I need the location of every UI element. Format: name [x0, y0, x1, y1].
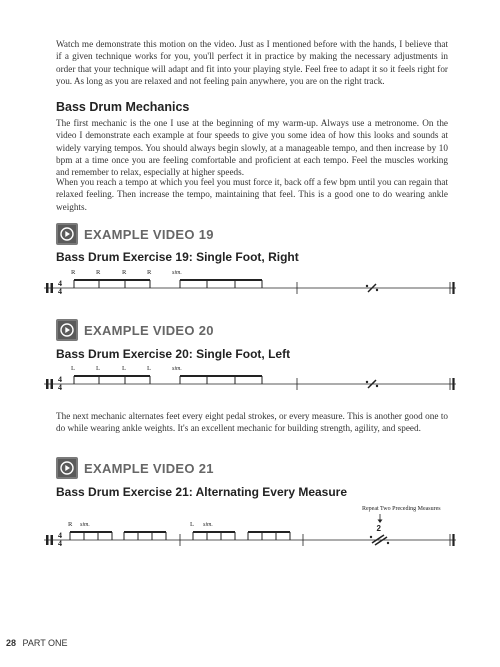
- section-heading: Bass Drum Mechanics: [56, 100, 190, 114]
- sticking: R: [71, 269, 76, 276]
- sim-marking: sim.: [203, 522, 213, 528]
- exercise-title: Bass Drum Exercise 19: Single Foot, Right: [56, 250, 299, 264]
- intro-paragraph: Watch me demonstrate this motion on the video. Just as I mentioned before with the hands, I believe that if a given technique works for you, you'll perfect it in practice by making the necessary adjustments in order that your technique will adapt and fit into your playing style. Feel free to adapt it so it feels right for you. As long as you are relaxed and not feeling pain anywhere, you are on the right track.: [56, 39, 448, 86]
- sim-marking: sim.: [172, 270, 182, 276]
- paragraph-alternating: The next mechanic alternates feet every eight pedal strokes, or every measure. This is another good one to do while wearing ankle weights. It's an excellent mechanic for building strength, agility, and speed.: [56, 411, 448, 434]
- sticking: R: [122, 269, 127, 276]
- sticking: R: [147, 269, 152, 276]
- paragraph-tempo: When you reach a tempo at which you feel you must force it, back off a few bpm until you can regain that relaxed feeling. Then increase the tempo, maintaining that feel. This is a good one to do wearing ankle weights.: [56, 177, 448, 212]
- arrow-down-icon: [378, 514, 383, 523]
- repeat-bar-icon: [366, 380, 378, 388]
- time-sig-bottom: 4: [58, 287, 62, 296]
- video-label: EXAMPLE VIDEO 21: [84, 460, 214, 476]
- time-sig-top: 4: [58, 279, 62, 288]
- repeat-label: Repeat Two Preceding Measures: [362, 506, 441, 512]
- sim-marking: sim.: [80, 522, 90, 528]
- play-icon[interactable]: [56, 223, 78, 245]
- example-video-20-banner[interactable]: [56, 318, 214, 342]
- time-sig-top: 4: [58, 531, 62, 540]
- exercise-title: Bass Drum Exercise 21: Alternating Every Measure: [56, 485, 348, 499]
- paragraph-warmup: The first mechanic is the one I use at the beginning of my warm-up. Always use a metronome. On the video I demonstrate each example at four speeds to give you some idea of how this looks and sounds at widely varying tempos. You should always begin slowly, at a manageable tempo, and then increase by 10 bpm at a time once you are feeling comfortable and proficient at each tempo. Feel the muscles working and remember to relax, especially at higher speeds.: [56, 118, 448, 178]
- percussion-clef-icon: [46, 283, 53, 293]
- video-label: EXAMPLE VIDEO 19: [84, 226, 214, 242]
- part-label: PART ONE: [22, 638, 68, 648]
- page-number: 28: [6, 638, 17, 648]
- video-label: EXAMPLE VIDEO 20: [84, 322, 214, 338]
- sticking: L: [190, 521, 194, 528]
- play-icon[interactable]: [56, 457, 78, 479]
- sticking: L: [122, 365, 126, 372]
- percussion-clef-icon: [46, 535, 53, 545]
- sticking: L: [147, 365, 151, 372]
- play-icon[interactable]: [56, 319, 78, 341]
- percussion-clef-icon: [46, 379, 53, 389]
- page-footer: [6, 638, 68, 648]
- sticking: L: [96, 365, 100, 372]
- sticking: R: [68, 521, 73, 528]
- time-sig-top: 4: [58, 375, 62, 384]
- sticking: R: [96, 269, 101, 276]
- example-video-19-banner[interactable]: [56, 222, 214, 246]
- sticking: L: [71, 365, 75, 372]
- repeat-number: 2: [376, 524, 381, 533]
- exercise-title: Bass Drum Exercise 20: Single Foot, Left: [56, 347, 291, 361]
- sim-marking: sim.: [172, 366, 182, 372]
- repeat-bar-icon: [370, 535, 389, 545]
- repeat-bar-icon: [366, 284, 378, 292]
- time-sig-bottom: 4: [58, 383, 62, 392]
- example-video-21-banner[interactable]: [56, 456, 214, 480]
- time-sig-bottom: 4: [58, 539, 62, 548]
